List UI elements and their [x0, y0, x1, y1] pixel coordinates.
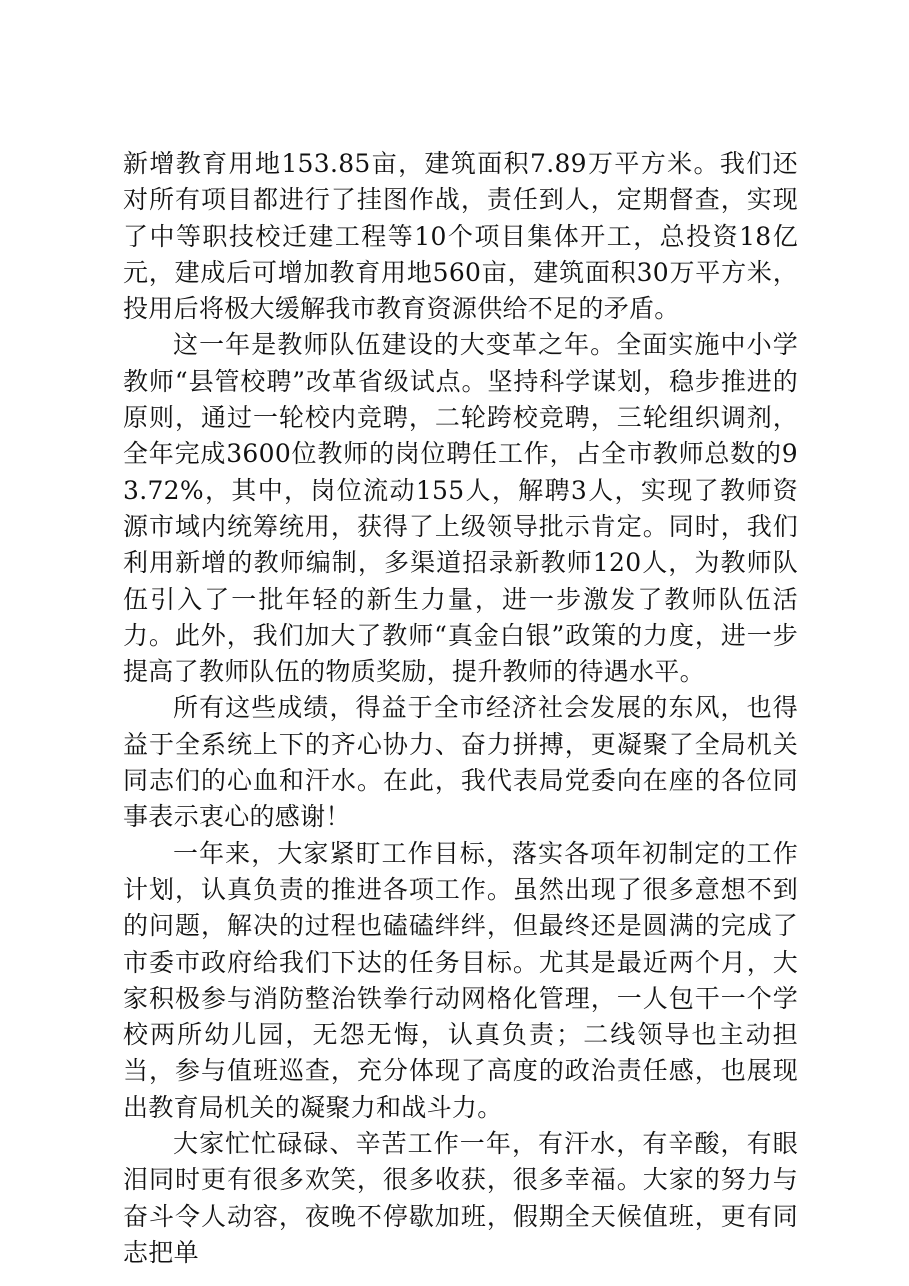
paragraph-5: 大家忙忙碌碌、辛苦工作一年，有汗水，有辛酸，有眼泪同时更有很多欢笑，很多收获，很多幸福。大家的努力与奋斗令人动容，夜晚不停歇加班，假期全天候值班，更有同志把单 — [123, 1129, 798, 1267]
paragraph-3: 所有这些成绩，得益于全市经济社会发展的东风，也得益于全系统上下的齐心协力、奋力拼搏，更凝聚了全局机关同志们的心血和汗水。在此，我代表局党委向在座的各位同事表示衷心的感谢！ — [123, 693, 798, 832]
paragraph-1: 新增教育用地153.85亩，建筑面积7.89万平方米。我们还对所有项目都进行了挂图作战，责任到人，定期督查，实现了中等职技校迁建工程等10个项目集体开工，总投资18亿元，建成后可增加教育用地560亩，建筑面积30万平方米，投用后将极大缓解我市教育资源供给不足的矛盾。 — [123, 149, 798, 324]
document-body — [123, 146, 798, 1271]
paragraph-2: 这一年是教师队伍建设的大变革之年。全面实施中小学教师“县管校聘”改革省级试点。坚持科学谋划，稳步推进的原则，通过一轮校内竞聘，二轮跨校竞聘，三轮组织调剂，全年完成3600位教师的岗位聘任工作，占全市教师总数的93.72%，其中，岗位流动155人，解聘3人，实现了教师资源市域内统筹统用，获得了上级领导批示肯定。同时，我们利用新增的教师编制，多渠道招录新教师120人，为教师队伍引入了一批年轻的新生力量，进一步激发了教师队伍活力。此外，我们加大了教师“真金白银”政策的力度，进一步提高了教师队伍的物质奖励，提升教师的待遇水平。 — [123, 330, 798, 687]
paragraph-4: 一年来，大家紧盯工作目标，落实各项年初制定的工作计划，认真负责的推进各项工作。虽然出现了很多意想不到的问题，解决的过程也磕磕绊绊，但最终还是圆满的完成了市委市政府给我们下达的任务目标。尤其是最近两个月，大家积极参与消防整治铁拳行动网格化管理，一人包干一个学校两所幼儿园，无怨无悔，认真负责；二线领导也主动担当，参与值班巡查，充分体现了高度的政治责任感，也展现出教育局机关的凝聚力和战斗力。 — [123, 838, 798, 1122]
